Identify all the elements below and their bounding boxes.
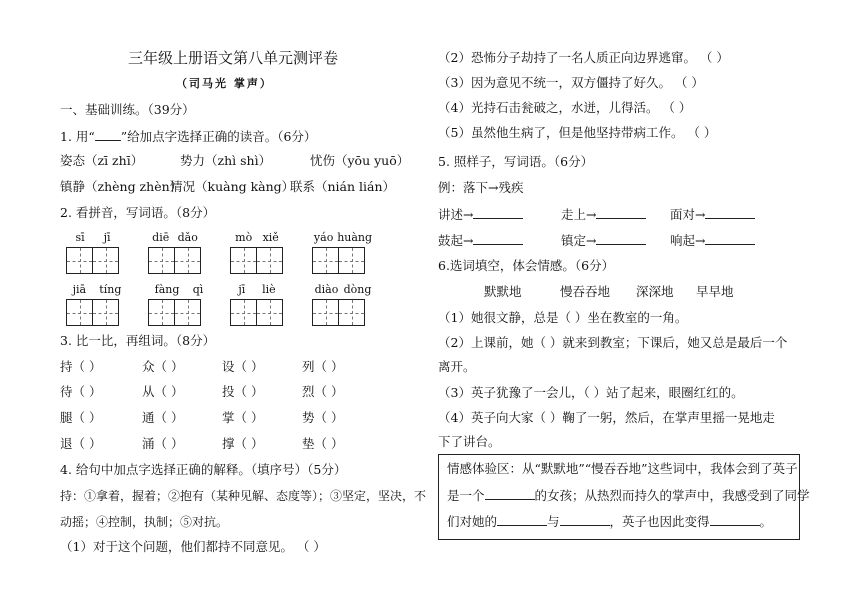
writing-cell[interactable] bbox=[338, 299, 365, 326]
q1-item: 势力（zhì shì） bbox=[180, 153, 272, 168]
pinyin-grid bbox=[312, 231, 374, 276]
answer-blank[interactable] bbox=[560, 513, 610, 526]
word-bank-item: 默默地 bbox=[484, 284, 522, 299]
pinyin-grid bbox=[230, 231, 284, 276]
answer-blank[interactable] bbox=[596, 206, 646, 219]
q3-item[interactable]: 撑（ ） bbox=[222, 436, 264, 451]
pinyin-label: xiě bbox=[262, 231, 279, 244]
q3-item[interactable]: 设（ ） bbox=[222, 359, 264, 374]
pinyin-label: liè bbox=[262, 283, 276, 296]
writing-cell[interactable] bbox=[66, 247, 93, 274]
experience-box bbox=[438, 454, 810, 540]
answer-blank[interactable] bbox=[705, 206, 755, 219]
q5-item[interactable] bbox=[670, 232, 755, 249]
q5-item-label: 鼓起→ bbox=[438, 233, 474, 248]
pinyin-label: yáo bbox=[313, 231, 334, 244]
pinyin-grid bbox=[148, 283, 210, 328]
answer-blank[interactable] bbox=[497, 513, 547, 526]
writing-cell[interactable] bbox=[256, 247, 283, 274]
q3-item[interactable]: 烈（ ） bbox=[302, 384, 344, 399]
pinyin-grid bbox=[312, 283, 374, 328]
pinyin-label: jī bbox=[238, 283, 246, 296]
experience-text: ，英子也因此变得 bbox=[609, 514, 710, 529]
q1-item: 忧伤（yōu yuō） bbox=[310, 153, 410, 168]
q3-prompt: 3. 比一比，再组词。（8分） bbox=[60, 333, 216, 348]
pinyin-label: dòng bbox=[343, 283, 372, 296]
word-bank-item: 深深地 bbox=[636, 284, 674, 299]
pinyin-label: mò bbox=[235, 231, 253, 244]
pinyin-label: tíng bbox=[99, 283, 122, 296]
q6-sentence[interactable]: （1）她很文静，总是（ ）坐在教室的一角。 bbox=[438, 310, 688, 325]
q1-prompt-start: 1. 用“ bbox=[60, 129, 95, 144]
word-bank-item: 慢吞吞地 bbox=[560, 284, 611, 299]
q5-item[interactable] bbox=[438, 206, 523, 223]
q3-item[interactable]: 持（ ） bbox=[60, 359, 102, 374]
page-title: 三年级上册语文第八单元测评卷 bbox=[128, 49, 339, 67]
q3-item[interactable]: 投（ ） bbox=[222, 384, 264, 399]
q3-item[interactable]: 垫（ ） bbox=[302, 436, 344, 451]
q4-item[interactable]: （1）对于这个问题，他们都持不同意见。 （ ） bbox=[60, 539, 326, 554]
q6-sentence-continued: 离开。 bbox=[438, 359, 476, 374]
pinyin-label: diē bbox=[152, 231, 170, 244]
q5-prompt: 5. 照样子，写词语。（6分） bbox=[438, 154, 594, 169]
q4-item[interactable]: （2）恐怖分子劫持了一名人质正向边界逃窜。 （ ） bbox=[438, 50, 729, 65]
writing-cell[interactable] bbox=[230, 247, 257, 274]
answer-mark-underline bbox=[95, 128, 121, 141]
q6-sentence[interactable]: （3）英子犹豫了一会儿，（ ）站了起来，眼圈红红的。 bbox=[438, 385, 744, 400]
q5-item[interactable] bbox=[670, 206, 755, 223]
q5-item-label: 讲述→ bbox=[438, 207, 474, 222]
answer-blank[interactable] bbox=[473, 206, 523, 219]
q6-sentence[interactable]: （2）上课前，她（ ）就来到教室；下课后，她又总是最后一个 bbox=[438, 335, 788, 350]
page-subtitle: （司马光 掌声） bbox=[176, 77, 273, 90]
q4-prompt: 4. 给句中加点字选择正确的解释。（填序号）（5分） bbox=[60, 462, 347, 477]
experience-text: 的女孩；从热烈而持久的掌声中，我感受到了同学 bbox=[534, 488, 810, 503]
experience-text: 们对她的 bbox=[447, 514, 498, 529]
writing-cell[interactable] bbox=[148, 299, 175, 326]
writing-cell[interactable] bbox=[66, 299, 93, 326]
q4-item[interactable]: （5）虽然他生病了，但是他坚持带病工作。 （ ） bbox=[438, 125, 717, 140]
q2-prompt: 2. 看拼音，写词语。（8分） bbox=[60, 205, 216, 220]
writing-cell[interactable] bbox=[148, 247, 175, 274]
q3-item[interactable]: 通（ ） bbox=[142, 410, 184, 425]
q3-item[interactable]: 待（ ） bbox=[60, 384, 102, 399]
q1-item: 情况（kuàng kàng） bbox=[170, 179, 295, 194]
q3-item[interactable]: 众（ ） bbox=[142, 359, 184, 374]
q5-item-label: 面对→ bbox=[670, 207, 706, 222]
experience-text: 。 bbox=[759, 514, 773, 529]
writing-cell[interactable] bbox=[256, 299, 283, 326]
q4-definitions: 持：①拿着，握着；②抱有（某种见解、态度等）；③坚定，坚决，不 bbox=[60, 489, 427, 503]
writing-cell[interactable] bbox=[312, 299, 339, 326]
writing-cell[interactable] bbox=[174, 247, 201, 274]
answer-blank[interactable] bbox=[473, 232, 523, 245]
pinyin-label: diào bbox=[314, 283, 339, 296]
section1-heading: 一、基础训练。（39分） bbox=[60, 102, 195, 117]
experience-line bbox=[447, 487, 810, 504]
q3-item[interactable]: 腿（ ） bbox=[60, 410, 102, 425]
q5-item[interactable] bbox=[561, 206, 646, 223]
q1-item: 镇静（zhèng zhèn） bbox=[60, 179, 183, 194]
q3-item[interactable]: 列（ ） bbox=[302, 359, 344, 374]
writing-cell[interactable] bbox=[92, 247, 119, 274]
q5-item-label: 走上→ bbox=[561, 207, 597, 222]
q1-item: 姿态（zī zhī） bbox=[60, 153, 144, 168]
writing-cell[interactable] bbox=[230, 299, 257, 326]
pinyin-label: dǎo bbox=[177, 231, 198, 244]
answer-blank[interactable] bbox=[596, 232, 646, 245]
q1-prompt bbox=[60, 128, 316, 145]
pinyin-grid bbox=[230, 283, 284, 328]
q4-item[interactable]: （3）因为意见不统一，双方僵持了好久。 （ ） bbox=[438, 75, 704, 90]
answer-blank[interactable] bbox=[710, 513, 760, 526]
experience-text: 与 bbox=[547, 514, 560, 529]
pinyin-label: huàng bbox=[337, 231, 373, 244]
q3-item[interactable]: 掌（ ） bbox=[222, 410, 264, 425]
q5-example: 例：落下→残疾 bbox=[438, 180, 524, 195]
q3-item[interactable]: 从（ ） bbox=[142, 384, 184, 399]
pinyin-label: jī bbox=[103, 231, 111, 244]
q4-item[interactable]: （4）光持石击瓮破之，水迸，儿得活。 （ ） bbox=[438, 100, 692, 115]
answer-blank[interactable] bbox=[485, 487, 535, 500]
q1-prompt-end: ”给加点字选择正确的读音。（6分） bbox=[120, 129, 317, 144]
pinyin-grid bbox=[66, 231, 120, 276]
q1-item: 联系（nián lián） bbox=[290, 179, 396, 194]
q3-item[interactable]: 势（ ） bbox=[302, 410, 344, 425]
pinyin-label: fàng bbox=[154, 283, 180, 296]
experience-text: 是一个 bbox=[447, 488, 485, 503]
q4-definitions: 动摇；④控制，执制；⑤对抗。 bbox=[60, 515, 229, 529]
q3-item[interactable]: 涌（ ） bbox=[142, 436, 184, 451]
q5-item-label: 镇定→ bbox=[561, 233, 597, 248]
writing-cell[interactable] bbox=[312, 247, 339, 274]
q3-item[interactable]: 退（ ） bbox=[60, 436, 102, 451]
pinyin-label: sī bbox=[75, 231, 85, 244]
experience-line: 情感体验区：从“默默地”“慢吞吞地”这些词中，我体会到了英子 bbox=[447, 461, 798, 476]
pinyin-grid bbox=[148, 231, 202, 276]
writing-cell[interactable] bbox=[338, 247, 365, 274]
q5-item[interactable] bbox=[438, 232, 523, 249]
q6-prompt: 6.选词填空，体会情感。（6分） bbox=[438, 258, 615, 273]
pinyin-label: jiā bbox=[72, 283, 87, 296]
answer-blank[interactable] bbox=[705, 232, 755, 245]
q6-sentence-continued: 下了讲台。 bbox=[438, 434, 501, 449]
writing-cell[interactable] bbox=[174, 299, 201, 326]
experience-line bbox=[447, 513, 772, 530]
q5-item[interactable] bbox=[561, 232, 646, 249]
q5-item-label: 响起→ bbox=[670, 233, 706, 248]
writing-cell[interactable] bbox=[92, 299, 119, 326]
word-bank-item: 早早地 bbox=[696, 284, 734, 299]
q6-sentence[interactable]: （4）英子向大家（ ）鞠了一躬，然后，在掌声里摇一晃地走 bbox=[438, 410, 775, 425]
pinyin-label: qì bbox=[192, 283, 204, 296]
pinyin-grid bbox=[66, 283, 128, 328]
